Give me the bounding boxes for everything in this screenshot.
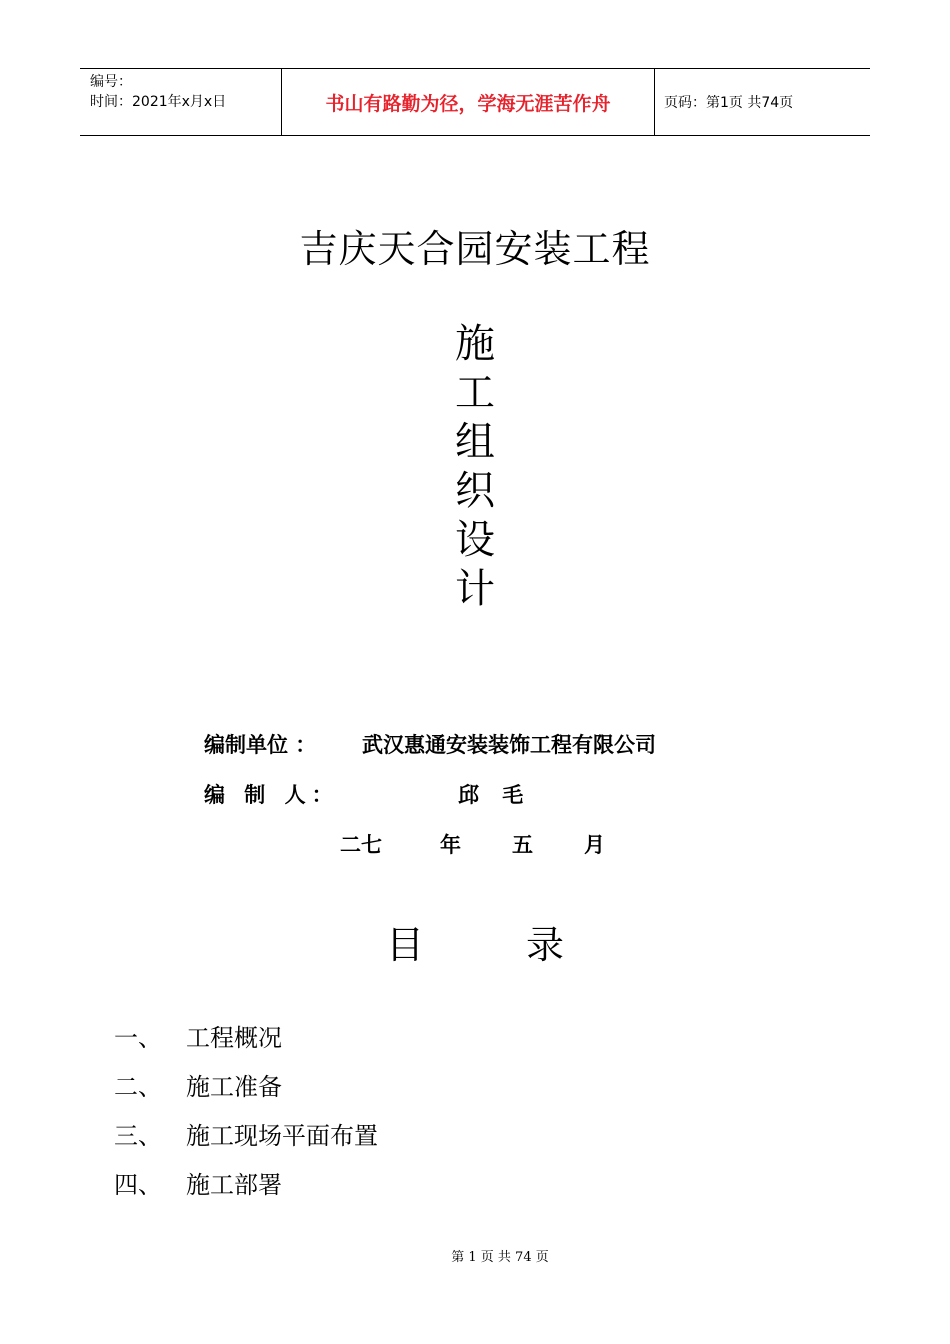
toc-item-label: 工程概况 <box>186 1024 282 1052</box>
header-meta <box>80 69 281 135</box>
page-header <box>80 68 870 136</box>
doc-type-char: 施 <box>455 321 495 367</box>
toc-item-number: 二、 <box>114 1073 162 1101</box>
toc-title-char: 目 <box>386 923 425 967</box>
toc-item[interactable] <box>114 1018 378 1067</box>
document-type-vertical <box>444 320 506 614</box>
toc-title-char: 录 <box>526 923 565 967</box>
author-label: 编 制 人： <box>204 783 339 807</box>
doc-type-char: 织 <box>455 468 495 514</box>
page-footer: 第 1 页 共 74 页 <box>451 1250 549 1265</box>
toc-item-label: 施工现场平面布置 <box>186 1122 378 1150</box>
date-month: 月 <box>584 833 605 857</box>
toc-item-number: 四、 <box>114 1171 162 1199</box>
date-year: 年 <box>440 833 461 857</box>
toc-item-number: 一、 <box>114 1024 162 1052</box>
document-date: 时间：2021年x月x日 <box>90 94 227 110</box>
doc-type-char: 设 <box>455 517 495 563</box>
header-page-info: 页码：第1页 共74页 <box>664 95 794 111</box>
author-value: 邱 毛 <box>458 783 532 807</box>
doc-type-char: 工 <box>455 370 495 416</box>
compiling-unit-label: 编制单位 ： <box>204 733 317 757</box>
header-motto: 书山有路勤为径，学海无涯苦作舟 <box>281 69 655 135</box>
document-number: 编号： <box>90 74 132 90</box>
toc-title <box>386 914 564 969</box>
toc-item[interactable] <box>114 1165 378 1214</box>
toc-item[interactable] <box>114 1067 378 1116</box>
doc-type-char: 计 <box>455 566 495 612</box>
toc-item-label: 施工部署 <box>186 1171 282 1199</box>
toc-item-label: 施工准备 <box>186 1073 282 1101</box>
date-year-prefix: 二七 <box>340 833 382 857</box>
doc-type-char: 组 <box>455 419 495 465</box>
toc-item-number: 三、 <box>114 1122 162 1150</box>
project-title: 吉庆天合园安装工程 <box>299 227 651 271</box>
compiling-unit-value: 武汉惠通安装装饰工程有限公司 <box>362 733 656 757</box>
toc-item[interactable] <box>114 1116 378 1165</box>
date-month-num: 五 <box>512 833 533 857</box>
toc-list <box>114 1018 378 1214</box>
